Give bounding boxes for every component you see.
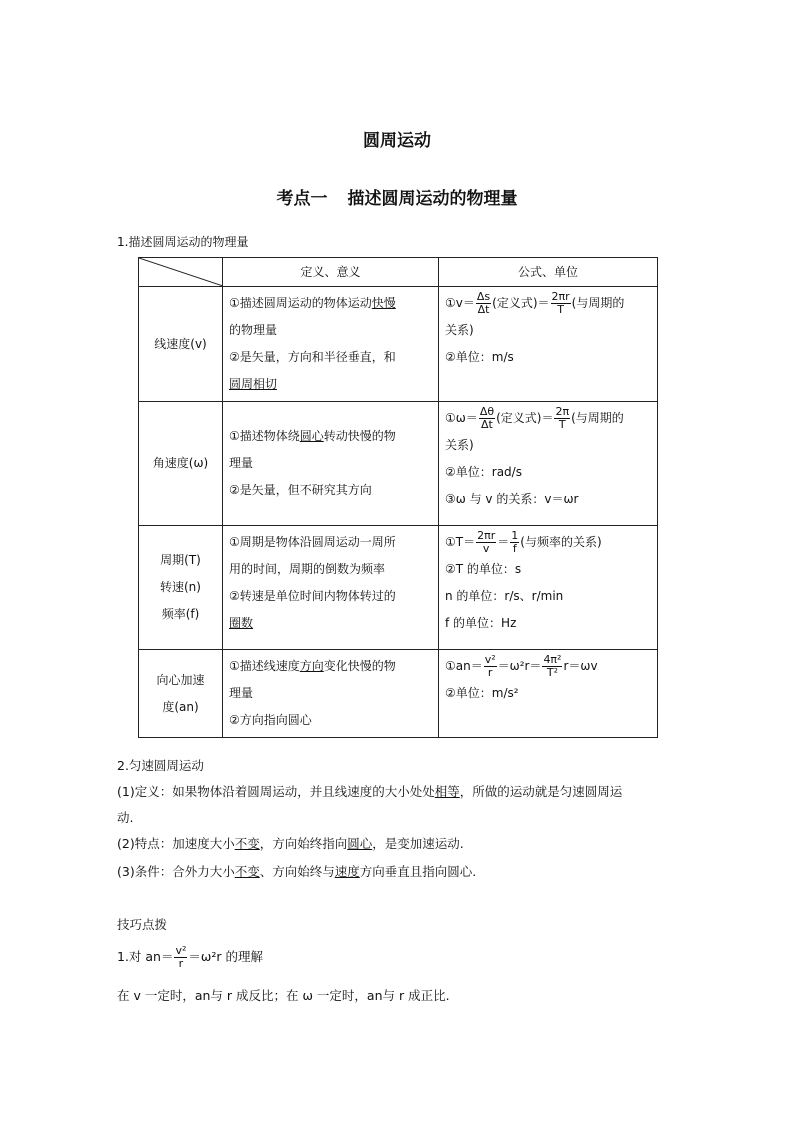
quantity-cell: 线速度(v) <box>139 287 223 402</box>
section-name: 描述圆周运动的物理量 <box>347 189 518 209</box>
tips-heading: 技巧点拨 <box>117 917 168 932</box>
tips-line: 在 v 一定时，an与 r 成反比；在 ω 一定时，an与 r 成正比. <box>117 988 450 1003</box>
table-row <box>139 402 658 526</box>
definition-cell: ①描述线速度方向变化快慢的物 理量 ②方向指向圆心 <box>223 650 439 738</box>
condition-paragraph: (3)条件：合外力大小不变、方向始终与速度方向垂直且指向圆心. <box>117 864 477 879</box>
uniform-circular-motion-heading: 2.匀速圆周运动 <box>117 758 204 773</box>
feature-paragraph: (2)特点：加速度大小不变，方向始终指向圆心，是变加速运动. <box>117 836 464 851</box>
table-header-row <box>139 258 658 287</box>
quantity-cell: 角速度(ω) <box>139 402 223 526</box>
page-title: 圆周运动 <box>363 131 431 151</box>
definition-paragraph: (1)定义：如果物体沿着圆周运动，并且线速度的大小处处相等，所做的运动就是匀速圆周运 动. <box>117 784 623 825</box>
quantity-cell: 周期(T) 转速(n) 频率(f) <box>139 526 223 650</box>
definition-cell: ①描述圆周运动的物体运动快慢 的物理量 ②是矢量，方向和半径垂直，和 圆周相切 <box>223 287 439 402</box>
diagonal-line <box>139 258 223 286</box>
diagonal-header-cell <box>139 258 223 287</box>
table-row <box>139 287 658 402</box>
section-title <box>0 184 794 209</box>
section-number: 考点一 <box>276 189 328 209</box>
definition-cell: ①周期是物体沿圆周运动一周所 用的时间，周期的倒数为频率 ②转速是单位时间内物体转过的 圈数 <box>223 526 439 650</box>
table-caption: 1.描述圆周运动的物理量 <box>117 235 249 249</box>
formula-cell: ①ω＝ $\frac{\Delta\theta}{\Delta t}$ (定义式)＝ $\frac{2\pi}{T}$ (与周期的 关系) ②单位：rad/s ③ω 与 v 的关系：v＝ωr <box>439 402 658 526</box>
formula-cell: ①an＝ $\frac{\text{v²}}{r}$ ＝ω²r＝ $\frac{\text{4π²}}{\text{T²}}$ r＝ωv ②单位：m/s² <box>439 650 658 738</box>
table-row <box>139 526 658 650</box>
definition-cell: ①描述物体绕圆心转动快慢的物 理量 ②是矢量，但不研究其方向 <box>223 402 439 526</box>
header-formula: 公式、单位 <box>439 258 658 287</box>
formula-cell: ①T＝ $\frac{2\pi r}{v}$ ＝ $\frac{1}{f}$ (与频率的关系) ②T 的单位：s n 的单位：r/s、r/min f 的单位：Hz <box>439 526 658 650</box>
physics-quantities-table <box>138 257 658 738</box>
formula-cell: ①v＝ $\frac{\Delta s}{\Delta t}$ (定义式)＝ $\frac{2\pi r}{T}$ (与周期的 关系) ②单位：m/s <box>439 287 658 402</box>
tips-item: 1.对 an＝ $\frac{\text{v²}}{r}$ ＝ω²r 的理解 <box>117 944 263 970</box>
quantity-cell: 向心加速 度(an) <box>139 650 223 738</box>
header-definition: 定义、意义 <box>223 258 439 287</box>
table-row <box>139 650 658 738</box>
